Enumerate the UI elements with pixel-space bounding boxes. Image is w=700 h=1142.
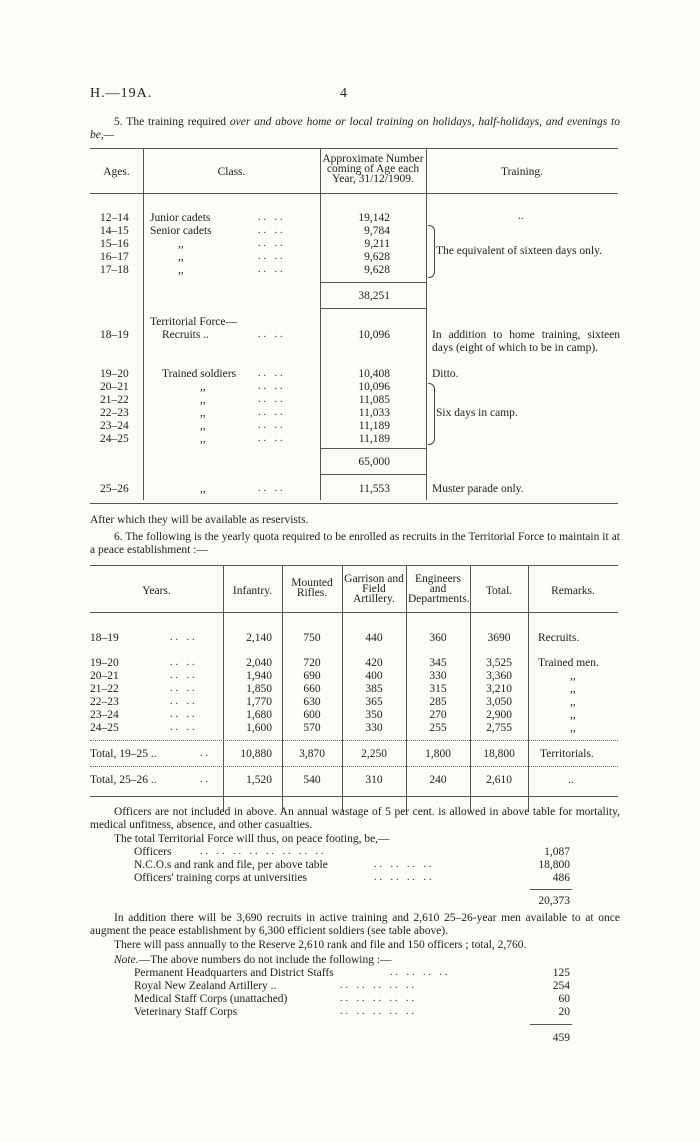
leader-dots: .. .. .. .. .. <box>340 980 417 991</box>
infantry-cell: 1,520 <box>246 774 272 786</box>
total-cell: 3,525 <box>486 657 512 669</box>
list-item-value: 125 <box>552 967 570 979</box>
group2-total: 65,000 <box>358 456 390 468</box>
year-cell: Total, 25–26 .. <box>90 774 157 786</box>
note-label: Note. <box>114 954 139 966</box>
column-header-total: Total. <box>485 585 513 597</box>
column-header-ages: Ages. <box>103 166 130 178</box>
leader-dots: .. .. <box>170 722 198 733</box>
column-header-training: Training. <box>500 166 544 178</box>
section5-paragraph <box>90 116 620 142</box>
class-cell: Junior cadets <box>150 212 211 224</box>
age-cell: 12–14 <box>100 212 129 224</box>
leader-dots: .. .. .. .. .. <box>340 1006 417 1017</box>
infantry-cell: 1,600 <box>246 722 272 734</box>
mounted-cell: 720 <box>303 657 321 669</box>
column-header-years: Years. <box>142 585 171 597</box>
leader-dots: .. .. <box>258 251 286 262</box>
leader-dots: .. .. <box>170 696 198 707</box>
brace-group1 <box>428 225 435 278</box>
group2-training-first: Ditto. <box>432 368 459 380</box>
leader-dots: .. .. <box>258 407 286 418</box>
leader-dots: .. .. <box>258 368 286 379</box>
column-header-remarks: Remarks. <box>551 585 595 597</box>
mounted-cell: 690 <box>303 670 321 682</box>
leader-dots: .. .. <box>170 657 198 668</box>
class-cell: ,, <box>178 251 184 263</box>
engineers-cell: 345 <box>429 657 447 669</box>
list-item-label: Medical Staff Corps (unattached) <box>134 993 288 1005</box>
leader-dots: .. .. <box>258 329 286 340</box>
age-cell: 20–21 <box>100 381 129 393</box>
garrison-cell: 385 <box>365 683 383 695</box>
leader-dots: .. <box>200 748 211 759</box>
leader-dots: .. .. <box>258 212 286 223</box>
class-cell: Trained soldiers <box>162 368 237 380</box>
list-item-value: 1,087 <box>544 846 570 858</box>
remarks-cell: ,, <box>570 709 576 721</box>
year-cell: 19–20 <box>90 657 119 669</box>
group3-number: 11,553 <box>358 483 390 495</box>
leader-dots: .. .. .. .. <box>390 967 451 978</box>
column-header-garrison: Garrison and Field Artillery. <box>344 573 404 605</box>
total-cell: 2,900 <box>486 709 512 721</box>
garrison-cell: 440 <box>365 632 383 644</box>
group1-training-first: .. <box>518 210 524 222</box>
mounted-cell: 750 <box>303 632 321 644</box>
class-cell: ,, <box>200 420 206 432</box>
total-cell: 3,050 <box>486 696 512 708</box>
reservists-note: After which they will be available as reservists. <box>90 514 309 526</box>
note-line <box>114 954 392 967</box>
list-item-value: 486 <box>552 872 570 884</box>
remarks-cell: ,, <box>570 683 576 695</box>
mounted-cell: 660 <box>303 683 321 695</box>
infantry-cell: 1,680 <box>246 709 272 721</box>
group3-training: Muster parade only. <box>432 483 524 495</box>
remarks-cell: ,, <box>570 722 576 734</box>
leader-dots: .. .. .. .. .. <box>340 993 417 1004</box>
class-cell: ,, <box>200 394 206 406</box>
recruits-number: 10,096 <box>358 329 390 341</box>
engineers-cell: 360 <box>429 632 447 644</box>
recruits-age: 18–19 <box>100 329 129 341</box>
age-cell: 22–23 <box>100 407 129 419</box>
class-cell: ,, <box>200 381 206 393</box>
column-header-class: Class. <box>217 166 246 178</box>
class-cell: ,, <box>200 433 206 445</box>
list-item-label: N.C.O.s and rank and file, per above table <box>134 859 328 871</box>
number-cell: 10,408 <box>358 368 390 380</box>
number-cell: 9,628 <box>364 251 390 263</box>
mounted-cell: 630 <box>303 696 321 708</box>
group2-training-brace: Six days in camp. <box>436 407 518 419</box>
list-item-value: 254 <box>552 980 570 992</box>
infantry-cell: 1,850 <box>246 683 272 695</box>
garrison-cell: 2,250 <box>361 748 387 760</box>
remarks-cell: Recruits. <box>538 632 580 644</box>
recruits-class: Recruits .. <box>162 329 209 341</box>
list-item-label: Veterinary Staff Corps <box>134 1006 238 1018</box>
total-cell: 18,800 <box>483 748 515 760</box>
leader-dots: .. .. <box>258 264 286 275</box>
total-cell: 2,755 <box>486 722 512 734</box>
year-cell: 20–21 <box>90 670 119 682</box>
group3-age: 25–26 <box>100 483 129 495</box>
recruits-training: In addition to home training, sixteen days (eight of which to be in camp). <box>432 329 620 354</box>
garrison-cell: 310 <box>365 774 383 786</box>
group3-class: ,, <box>200 483 206 495</box>
age-cell: 17–18 <box>100 264 129 276</box>
notes-paragraph-2: The total Territorial Force will thus, on peace footing, be,— <box>114 833 390 845</box>
garrison-cell: 365 <box>365 696 383 708</box>
total-cell: 3,360 <box>486 670 512 682</box>
number-cell: 11,189 <box>358 433 390 445</box>
age-cell: 19–20 <box>100 368 129 380</box>
leader-dots: .. .. .. .. <box>374 859 435 870</box>
age-cell: 16–17 <box>100 251 129 263</box>
engineers-cell: 330 <box>429 670 447 682</box>
remarks-cell: Trained men. <box>538 657 599 669</box>
leader-dots: .. .. <box>258 394 286 405</box>
list-item-value: 60 <box>558 993 570 1005</box>
leader-dots: .. .. <box>170 670 198 681</box>
age-cell: 24–25 <box>100 433 129 445</box>
leader-dots: .. .. .. .. <box>374 872 435 883</box>
group1-training-brace: The equivalent of sixteen days only. <box>436 245 602 257</box>
number-cell: 9,211 <box>364 238 390 250</box>
year-cell: 18–19 <box>90 632 119 644</box>
age-cell: 14–15 <box>100 225 129 237</box>
class-cell: ,, <box>178 238 184 250</box>
class-cell: Senior cadets <box>150 225 212 237</box>
list-total: 459 <box>552 1032 570 1044</box>
engineers-cell: 285 <box>429 696 447 708</box>
infantry-cell: 1,770 <box>246 696 272 708</box>
leader-dots: .. .. <box>258 381 286 392</box>
list-item-value: 20 <box>558 1006 570 1018</box>
leader-dots: .. .. <box>258 433 286 444</box>
class-cell: ,, <box>178 264 184 276</box>
engineers-cell: 255 <box>429 722 447 734</box>
remarks-cell: Territorials. <box>540 748 594 760</box>
column-header-approx-number: Approximate Number coming of Age each Year, 31/12/1909. <box>322 153 424 185</box>
leader-dots: .. .. <box>258 238 286 249</box>
leader-dots: .. .. .. .. .. .. .. .. <box>200 846 327 857</box>
section6-paragraph: 6. The following is the yearly quota required to be enrolled as recruits in the Territorial Force to maintain it at a peace establishment :— <box>90 531 620 556</box>
brace-group2 <box>428 383 435 445</box>
group1-total: 38,251 <box>358 290 390 302</box>
year-cell: 24–25 <box>90 722 119 734</box>
engineers-cell: 240 <box>429 774 447 786</box>
page-number: 4 <box>340 86 347 101</box>
garrison-cell: 420 <box>365 657 383 669</box>
number-cell: 19,142 <box>358 212 390 224</box>
total-cell: 3690 <box>487 632 511 644</box>
age-cell: 21–22 <box>100 394 129 406</box>
total-cell: 2,610 <box>486 774 512 786</box>
document-ref: H.—19A. <box>90 86 153 101</box>
mounted-cell: 600 <box>303 709 321 721</box>
number-cell: 11,085 <box>358 394 390 406</box>
garrison-cell: 350 <box>365 709 383 721</box>
leader-dots: .. .. <box>170 632 198 643</box>
engineers-cell: 270 <box>429 709 447 721</box>
infantry-cell: 10,880 <box>240 748 272 760</box>
age-cell: 15–16 <box>100 238 129 250</box>
list-item-label: Officers' training corps at universities <box>134 872 308 884</box>
total-cell: 3,210 <box>486 683 512 695</box>
engineers-cell: 315 <box>429 683 447 695</box>
list-item-label: Royal New Zealand Artillery .. <box>134 980 277 992</box>
list-item-label: Officers <box>134 846 172 858</box>
number-cell: 11,189 <box>358 420 390 432</box>
section5-para-italic: over and above home or local training on holidays, half-holidays, and evenings to be,— <box>90 116 620 141</box>
infantry-cell: 1,940 <box>246 670 272 682</box>
infantry-cell: 2,040 <box>246 657 272 669</box>
notes-paragraph-1: Officers are not included in above. An annual wastage of 5 per cent. is allowed in above table for mortality, medical unfitness, absence, and other casualties. <box>90 806 620 831</box>
notes-paragraph-4: There will pass annually to the Reserve 2,610 rank and file and 150 officers ; total, 2,760. <box>114 939 527 951</box>
list-item-value: 18,800 <box>538 859 570 871</box>
territorial-force-heading: Territorial Force— <box>150 316 238 328</box>
leader-dots: .. <box>200 774 211 785</box>
infantry-cell: 2,140 <box>246 632 272 644</box>
year-cell: Total, 19–25 .. <box>90 748 157 760</box>
age-cell: 23–24 <box>100 420 129 432</box>
remarks-cell: ,, <box>570 670 576 682</box>
section5-para-start: 5. The training required <box>114 116 226 128</box>
note-text: —The above numbers do not include the following :— <box>138 954 392 966</box>
number-cell: 9,784 <box>364 225 390 237</box>
leader-dots: .. .. <box>258 483 286 494</box>
remarks-cell: .. <box>568 774 574 786</box>
garrison-cell: 330 <box>365 722 383 734</box>
list-total: 20,373 <box>538 895 570 907</box>
remarks-cell: ,, <box>570 696 576 708</box>
notes-paragraph-3: In addition there will be 3,690 recruits in active training and 2,610 25–26-year men available to at once augment the peace establishment by 6,300 efficient soldiers (see table above). <box>90 912 620 937</box>
engineers-cell: 1,800 <box>425 748 451 760</box>
leader-dots: .. .. <box>170 683 198 694</box>
year-cell: 22–23 <box>90 696 119 708</box>
year-cell: 23–24 <box>90 709 119 721</box>
leader-dots: .. .. <box>258 225 286 236</box>
number-cell: 11,033 <box>358 407 390 419</box>
number-cell: 10,096 <box>358 381 390 393</box>
column-header-engineers: Engineers and Departments. <box>408 573 470 605</box>
leader-dots: .. .. <box>258 420 286 431</box>
list-item-label: Permanent Headquarters and District Staffs <box>134 967 334 979</box>
column-header-infantry: Infantry. <box>232 585 273 597</box>
year-cell: 21–22 <box>90 683 119 695</box>
mounted-cell: 540 <box>303 774 321 786</box>
mounted-cell: 3,870 <box>299 748 325 760</box>
class-cell: ,, <box>200 407 206 419</box>
mounted-cell: 570 <box>303 722 321 734</box>
number-cell: 9,628 <box>364 264 390 276</box>
column-header-mounted: Mounted Rifles. <box>291 577 333 599</box>
garrison-cell: 400 <box>365 670 383 682</box>
leader-dots: .. .. <box>170 709 198 720</box>
